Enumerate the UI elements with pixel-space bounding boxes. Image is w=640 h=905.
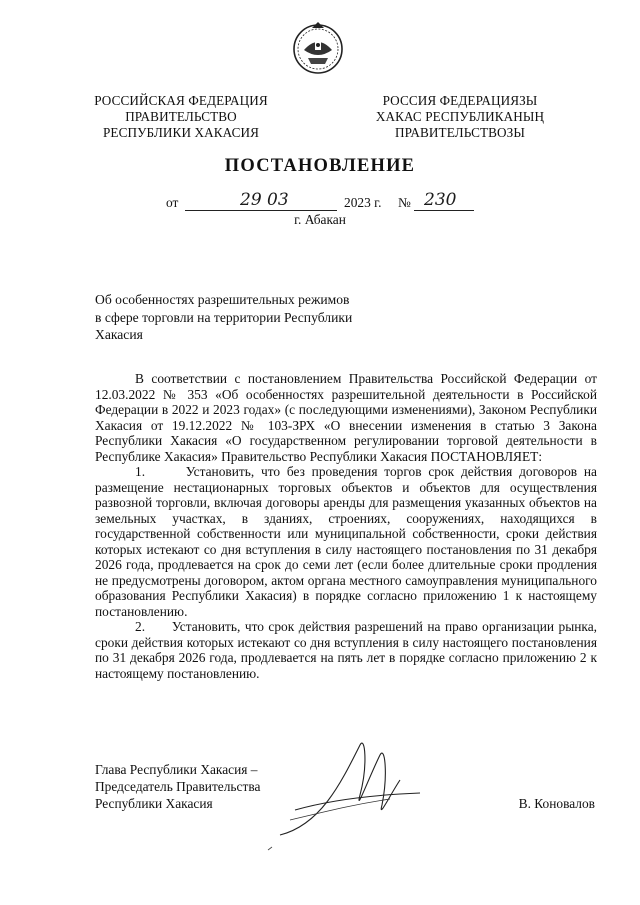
date-underline [185,210,337,211]
document-subject [95,291,395,344]
header-right [360,93,560,141]
document-body [95,371,597,681]
city: г. Абакан [294,212,346,227]
preamble-paragraph: В соответствии с постановлением Правительства Российской Федерации от 12.03.2022 № 353 «Об особенностях разрешительной деятельности в Российской Федерации в 2022 и 2023 годах» (с последующими изменениями), Законом Республики Хакасия от 19.12.2022 № 103-ЗРХ «О внесении изменения в статью 3 Закона Республики Хакасия «О государственном регулировании торговой деятельности в Республике Хакасия» Правительство Республики Хакасия ПОСТАНОВЛЯЕТ: [95,371,597,464]
subject-line: Хакасия [95,327,143,342]
header-left [86,93,276,141]
number-sign: № [398,195,411,210]
header-right-line: ХАКАС РЕСПУБЛИКАНЫҢ [375,109,545,124]
date-year: 2023 г. [344,195,382,210]
handwritten-number: 230 [424,190,457,210]
subject-line: в сфере торговли на территории Республики [95,309,353,325]
position-line: Председатель Правительства [95,779,261,794]
header-left-line: ПРАВИТЕЛЬСТВО [125,109,237,124]
document-title: ПОСТАНОВЛЕНИЕ [224,156,416,176]
subject-line: Об особенностях разрешительных режимов [95,292,350,307]
handwritten-signature [260,725,430,855]
coat-of-arms-icon [292,20,344,76]
header-right-line: ПРАВИТЕЛЬСТВОЗЫ [395,125,525,140]
position-line: Глава Республики Хакасия – [95,762,258,777]
position-line: Республики Хакасия [95,796,213,811]
date-prefix: от [166,195,179,210]
header-left-line: РОССИЙСКАЯ ФЕДЕРАЦИЯ [94,93,268,108]
item-paragraph: 1. Установить, что без проведения торгов срок действия договоров на размещение нестационарных торговых объектов и объектов для осуществления развозной торговли, включая договоры аренды для размещения указанных объектов на земельных участках, в зданиях, строениях, сооружениях, находящихся в государственной собственности или муниципальной собственности, сроки действия которых истекают со дня вступления в силу настоящего постановления по 31 декабря 2026 года, продлевается на срок до семи лет (если более длительные сроки продления не предусмотрены договором, актом органа местного самоуправления муниципального образования Республики Хакасия) в порядке согласно приложению 1 к настоящему постановлению. [95,464,597,619]
handwritten-date: 29 03 [240,190,289,210]
signatory-name: В. Коновалов [518,796,595,811]
header-left-line: РЕСПУБЛИКИ ХАКАСИЯ [103,125,259,140]
header-right-line: РОССИЯ ФЕДЕРАЦИЯЗЫ [382,93,538,108]
number-underline [414,210,474,211]
item-paragraph: 2. Установить, что срок действия разрешений на право организации рынка, сроки действия которых истекают со дня вступления в силу настоящего постановления по 31 декабря 2026 года, продлевается на пять лет в порядке согласно приложению 2 к настоящему постановлению. [95,619,597,681]
